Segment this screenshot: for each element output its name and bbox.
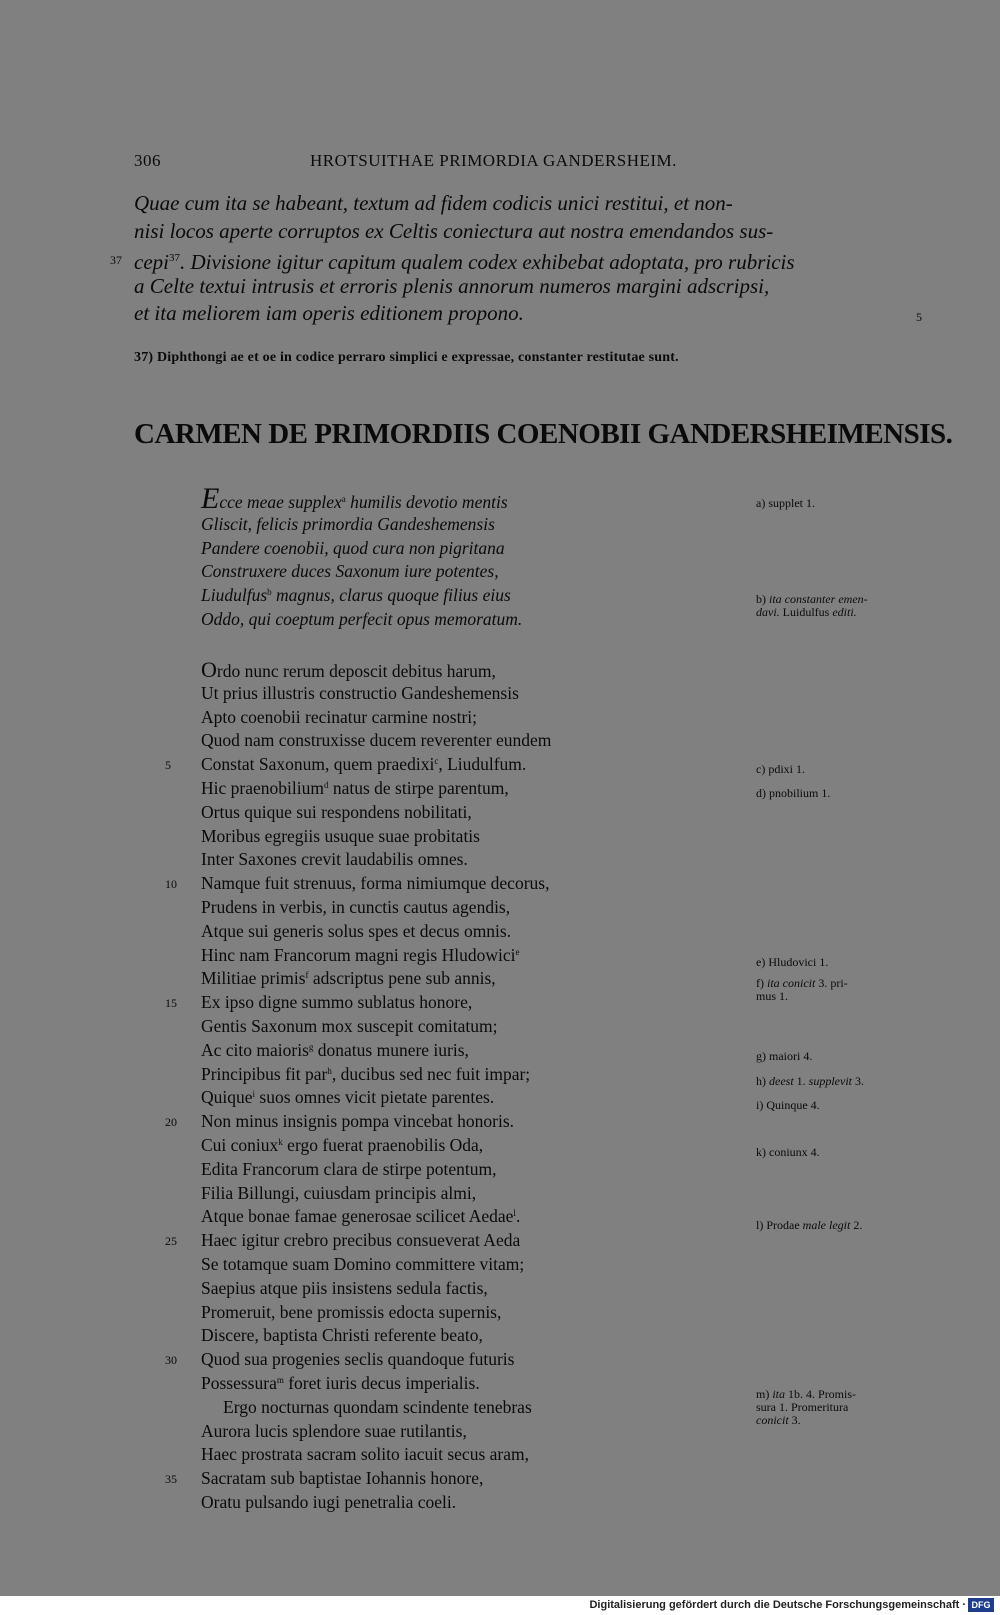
footer-bar <box>0 1596 1000 1615</box>
verse-line: Atque sui generis solus spes et decus omnis. <box>201 920 512 941</box>
verse-number: 5 <box>165 758 171 773</box>
note-f: f) ita conicit 3. pri- mus 1. <box>756 976 848 1003</box>
margin-note-marker: 37 <box>110 253 122 267</box>
note-b: b) ita constanter emen- davi. Luidulfus editi. <box>756 592 868 619</box>
verse-number: 25 <box>165 1234 177 1249</box>
verse-line: Edita Francorum clara de stirpe potentum, <box>201 1158 497 1179</box>
note-d: d) pnobilium 1. <box>756 786 831 800</box>
verse-line: Ecce meae supplex$^a$ humilis devotio mentis <box>201 482 508 515</box>
verse-line: Ac cito maioris$^g$ donatus munere iuris, <box>201 1039 469 1060</box>
verse-line: Quod nam construxisse ducem reverenter eundem <box>201 730 552 751</box>
verse-line: Haec prostrata sacram solito iacuit secus aram, <box>201 1444 529 1465</box>
verse-line: Possessura$^m$ foret iuris decus imperialis. <box>201 1372 480 1393</box>
verse-line: Ordo nunc rerum deposcit debitus harum, <box>201 657 496 682</box>
intro-line: et ita meliorem iam operis editionem propono. 5 <box>134 300 910 328</box>
intro-paragraph <box>110 190 922 328</box>
intro-line: nisi locos aperte corruptos ex Celtis coniectura aut nostra emendandos sus- <box>134 218 774 243</box>
note-k: k) coniunx 4. <box>756 1145 820 1159</box>
verse-number: 15 <box>165 996 177 1011</box>
page-title: CARMEN DE PRIMORDIIS COENOBII GANDERSHEIMENSIS. <box>134 418 953 450</box>
verse-line: Promeruit, bene promissis edocta supernis, <box>201 1301 502 1322</box>
dfg-logo: DFG <box>968 1598 994 1612</box>
intro-line: Quae cum ita se habeant, textum ad fidem codicis unici restitui, et non- <box>134 191 733 215</box>
verse-line: Oratu pulsando iugi penetralia coeli. <box>201 1491 457 1512</box>
verse-line: 35 Sacratam sub baptistae Iohannis honore, <box>201 1467 721 1491</box>
poem-body <box>165 657 721 1515</box>
verse-line: Ergo nocturnas quondam scindente tenebras <box>223 1396 532 1417</box>
verse-line: Construxere duces Saxonum iure potentes, <box>201 561 499 582</box>
verse-line: 15 Ex ipso digne summo sublatus honore, <box>201 991 721 1015</box>
verse-line: Militiae primis$^f$ adscriptus pene sub annis, <box>201 968 496 989</box>
verse-line: Hinc nam Francorum magni regis Hludowici$^e$ <box>201 944 520 965</box>
verse-line: Discere, baptista Christi referente beato, <box>201 1325 483 1346</box>
running-head <box>134 151 910 175</box>
line-marker: 5 <box>916 310 922 324</box>
verse-line: 25 Haec igitur crebro precibus consueverat Aeda <box>201 1229 721 1253</box>
verse-number: 35 <box>165 1472 177 1487</box>
page-number: 306 <box>134 151 161 170</box>
note-e: e) Hludovici 1. <box>756 955 829 969</box>
intro-line: a Celte textui intrusis et erroris plenis annorum numeros margini adscripsi, <box>134 273 770 298</box>
initial-letter: O <box>201 657 217 682</box>
verse-line: Quique$^i$ suos omnes vicit pietate parentes. <box>201 1087 495 1108</box>
dfg-credit: Digitalisierung gefördert durch die Deutsche Forschungsgemeinschaft · <box>589 1599 966 1611</box>
verse-line: Moribus egregiis usuque suae probitatis <box>201 825 480 846</box>
verse-line: Gentis Saxonum mox suscepit comitatum; <box>201 1015 498 1036</box>
footnote-37: 37) Diphthongi ae et oe in codice perraro simplici e expressae, constanter restitutae sunt. <box>134 350 679 365</box>
verse-line: Liudulfus$^b$ magnus, clarus quoque filius eius <box>201 585 511 606</box>
verse-number: 30 <box>165 1353 177 1368</box>
verse-line: Hic praenobilium$^d$ natus de stirpe parentum, <box>201 777 509 798</box>
running-title: HROTSUITHAE PRIMORDIA GANDERSHEIM. <box>310 151 677 170</box>
note-g: g) maiori 4. <box>756 1049 813 1063</box>
verse-number: 20 <box>165 1115 177 1130</box>
verse-line: Gliscit, felicis primordia Gandeshemensis <box>201 513 495 534</box>
verse-line: Apto coenobii recinatur carmine nostri; <box>201 706 478 727</box>
verse-line: 20 Non minus insignis pompa vincebat honoris. <box>201 1110 721 1134</box>
note-i: i) Quinque 4. <box>756 1098 820 1112</box>
verse-line: Atque bonae famae generosae scilicet Aedae$^l$. <box>201 1206 521 1227</box>
verse-line: 10 Namque fuit strenuus, forma nimiumque decorus, <box>201 872 721 896</box>
verse-line: Pandere coenobii, quod cura non pigritana <box>201 537 505 558</box>
verse-line: Prudens in verbis, in cunctis cautus agendis, <box>201 896 511 917</box>
verse-line: Saepius atque piis insistens sedula factis, <box>201 1277 488 1298</box>
verse-line: 30 Quod sua progenies seclis quandoque futuris <box>201 1348 721 1372</box>
note-l: l) Prodae male legit 2. <box>756 1218 863 1232</box>
verse-line: Ut prius illustris constructio Gandeshemensis <box>201 682 519 703</box>
verse-line: Filia Billungi, cuiusdam principis almi, <box>201 1182 477 1203</box>
verse-line: Ortus quique sui respondens nobilitati, <box>201 801 472 822</box>
verse-line: Cui coniux$^k$ ergo fuerat praenobilis Oda, <box>201 1134 484 1155</box>
verse-line: Inter Saxones crevit laudabilis omnes. <box>201 849 468 870</box>
proem <box>201 482 721 632</box>
intro-line: 37 cepi$^{37}$. Divisione igitur capitum qualem codex exhibebat adoptata, pro rubricis <box>134 245 910 273</box>
note-h: h) deest 1. supplevit 3. <box>756 1074 864 1088</box>
verse-line: Principibus fit par$^h$, ducibus sed nec fuit impar; <box>201 1063 531 1084</box>
note-a: a) supplet 1. <box>756 496 815 510</box>
initial-letter: E <box>201 482 220 515</box>
verse-line: 5 Constat Saxonum, quem praedixi$^c$, Liudulfum. <box>201 753 721 777</box>
verse-line: Se totamque suam Domino committere vitam; <box>201 1253 525 1274</box>
verse-line: Aurora lucis splendore suae rutilantis, <box>201 1420 467 1441</box>
note-m: m) ita 1b. 4. Promis- sura 1. Promeritura conicit 3. <box>756 1387 857 1427</box>
verse-line: Oddo, qui coeptum perfecit opus memoratum. <box>201 608 523 629</box>
footnote-ref: 37 <box>168 252 180 264</box>
verse-number: 10 <box>165 877 177 892</box>
note-c: c) pdixi 1. <box>756 762 805 776</box>
